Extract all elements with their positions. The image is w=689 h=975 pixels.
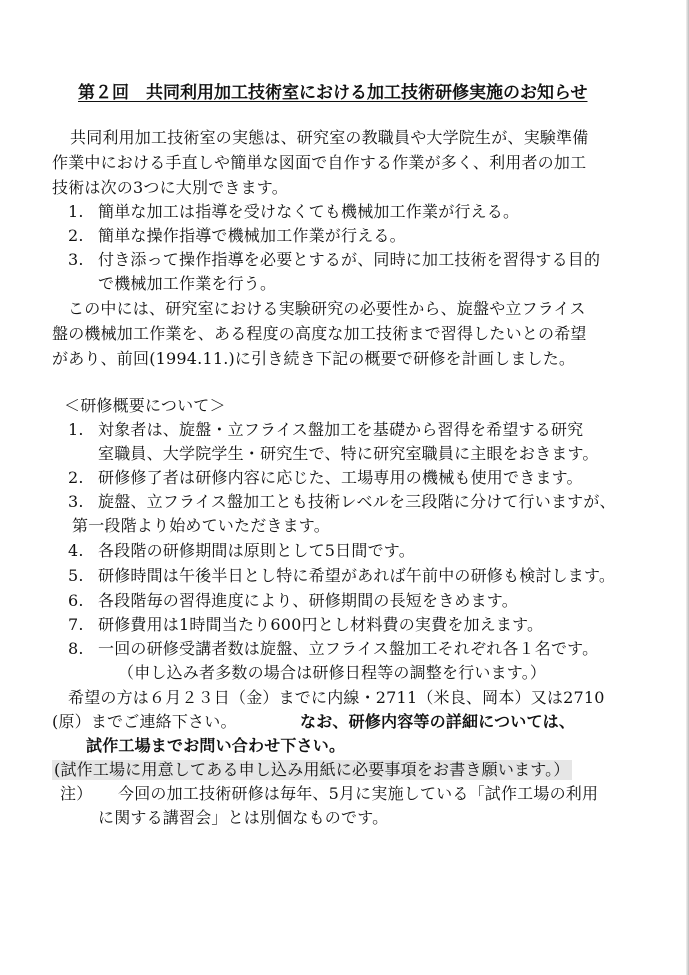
overview-number: 4.: [68, 541, 84, 560]
category-text-cont: で機械加工作業を行う。: [98, 274, 277, 293]
overview-text-cont: 第一段階より始めていただきます。: [72, 516, 330, 535]
category-number: 3.: [68, 250, 84, 269]
category-number: 2.: [68, 226, 84, 245]
note-line: に関する講習会」とは別個なものです。: [98, 808, 389, 827]
overview-number: 2.: [68, 468, 84, 487]
overview-number: 3.: [68, 492, 84, 511]
category-text: 付き添って操作指導を必要とするが、同時に加工技術を習得する目的: [98, 250, 601, 269]
overview-text: 対象者は、旋盤・立フライス盤加工を基礎から習得を希望する研究: [98, 420, 584, 439]
overview-text-cont: （申し込み者多数の場合は研修日程等の調整を行います。）: [118, 663, 547, 682]
overview-text: 研修時間は午後半日とし特に希望があれば午前中の研修も検討します。: [98, 566, 616, 585]
overview-number: 8.: [68, 639, 84, 658]
purpose-line: があり、前回(1994.11.)に引き続き下記の概要で研修を計画しました。: [52, 349, 576, 368]
overview-number: 7.: [68, 615, 84, 634]
overview-number: 1.: [68, 420, 84, 439]
overview-text-cont: 室職員、大学院学生・研究生で、特に研究室職員に主眼をおきます。: [98, 444, 599, 463]
overview-number: 5.: [68, 566, 84, 585]
overview-item: [68, 639, 598, 659]
purpose-line: 盤の機械加工作業を、ある程度の高度な加工技術まで習得したいとの希望: [52, 324, 587, 343]
overview-text: 研修修了者は研修内容に応じた、工場専用の機械も使用できます。: [98, 468, 583, 487]
application-form-note: (試作工場に用意してある申し込み用紙に必要事項をお書き願います。）: [54, 760, 570, 779]
overview-text: 旋盤、立フライス盤加工とも技術レベルを三段階に分けて行いますが、: [98, 492, 616, 511]
overview-text: 各段階の研修期間は原則として5日間です。: [98, 541, 415, 560]
page-title: 第２回 共同利用加工技術室における加工技術研修実施のお知らせ: [78, 83, 588, 103]
contact-line: (原）までご連絡下さい。: [52, 712, 237, 731]
overview-number: 6.: [68, 591, 84, 610]
purpose-line: この中には、研究室における実験研究の必要性から、旋盤や立フライス: [68, 299, 586, 318]
category-text: 簡単な加工は指導を受けなくても機械加工作業が行える。: [98, 202, 520, 221]
contact-line: 希望の方は６月２３日（金）までに内線・2711（米良、岡本）又は2710: [68, 688, 605, 707]
overview-item: [68, 566, 615, 586]
overview-item: [68, 468, 583, 488]
overview-item: [68, 591, 518, 611]
overview-text: 各段階毎の習得進度により、研修期間の長短をきめます。: [98, 591, 518, 610]
intro-line: 技術は次の3つに大別できます。: [52, 178, 288, 197]
contact-emphasis: なお、研修内容等の詳細については、: [300, 712, 576, 731]
note-label: 注）: [60, 784, 93, 803]
category-item: [68, 226, 406, 246]
overview-text: 一回の研修受講者数は旋盤、立フライス盤加工それぞれ各１名です。: [98, 639, 599, 658]
intro-line: 共同利用加工技術室の実態は、研究室の教職員や大学院生が、実験準備: [70, 128, 589, 147]
overview-item: [68, 541, 415, 561]
overview-item: [68, 420, 583, 440]
overview-item: [68, 615, 543, 635]
category-item: [68, 250, 600, 270]
intro-line: 作業中における手直しや簡単な図面で自作する作業が多く、利用者の加工: [52, 153, 587, 172]
overview-item: [68, 492, 616, 512]
overview-text: 研修費用は1時間当たり600円とし材料費の実費を加えます。: [98, 615, 544, 634]
contact-emphasis: 試作工場までお問い合わせ下さい。: [86, 736, 346, 755]
overview-heading: ＜研修概要について＞: [64, 396, 226, 415]
category-number: 1.: [68, 202, 84, 221]
category-text: 簡単な操作指導で機械加工作業が行える。: [98, 226, 406, 245]
note-line: 今回の加工技術研修は毎年、5月に実施している「試作工場の利用: [118, 784, 599, 803]
category-item: [68, 202, 519, 222]
